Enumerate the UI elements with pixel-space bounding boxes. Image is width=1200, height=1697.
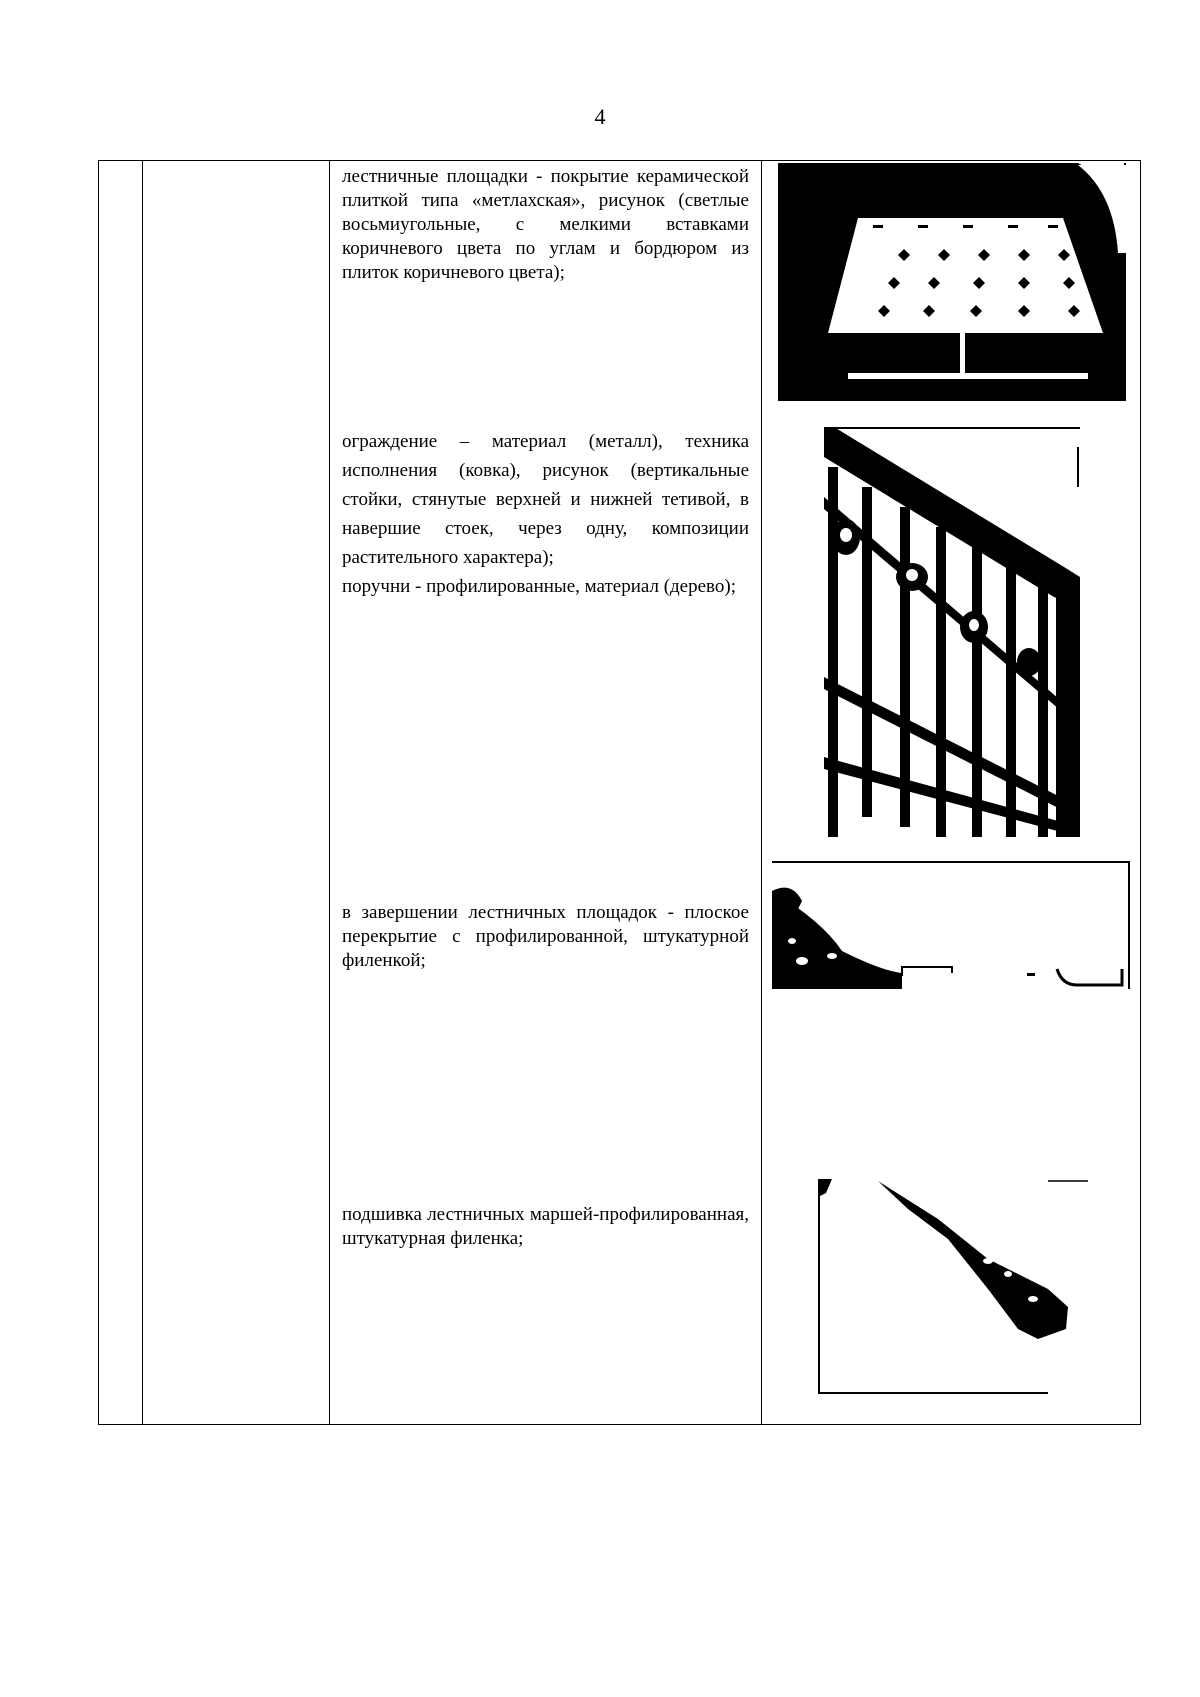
ceiling-photo bbox=[772, 861, 1130, 989]
description-table bbox=[98, 160, 1141, 1425]
description-handrail-text: поручни - профилированные, материал (дерево); bbox=[342, 576, 736, 597]
page-number: 4 bbox=[594, 104, 606, 129]
number-column-cell bbox=[99, 161, 143, 1425]
description-landings-text: лестничные площадки - покрытие керамической плиткой типа «метлахская», рисунок (светлые восьмиугольные, с мелкими вставками коричневого цвета по углам и бордюром из плиток коричневого цвета); bbox=[342, 166, 749, 283]
description-soffit bbox=[342, 1203, 749, 1251]
description-railing-text: ограждение – материал (металл), техника исполнения (ковка), рисунок (вертикальные стойки, стянутые верхней и нижней тетивой, в навершие стоек, через одну, композиции растительного характера); bbox=[342, 431, 749, 568]
stair-soffit-photo bbox=[818, 1179, 1088, 1394]
photo-cell bbox=[762, 161, 1141, 1425]
object-column-cell bbox=[143, 161, 330, 1425]
description-ceiling-text: в завершении лестничных площадок - плоское перекрытие с профилированной, штукатурной филенкой; bbox=[342, 902, 749, 971]
description-ceiling bbox=[342, 901, 749, 973]
description-cell bbox=[330, 161, 762, 1425]
description-soffit-text: подшивка лестничных маршей-профилированная, штукатурная филенка; bbox=[342, 1204, 749, 1249]
description-landings bbox=[342, 165, 749, 285]
description-railing bbox=[342, 427, 749, 601]
tile-floor-photo bbox=[778, 163, 1126, 401]
railing-photo bbox=[824, 427, 1080, 837]
